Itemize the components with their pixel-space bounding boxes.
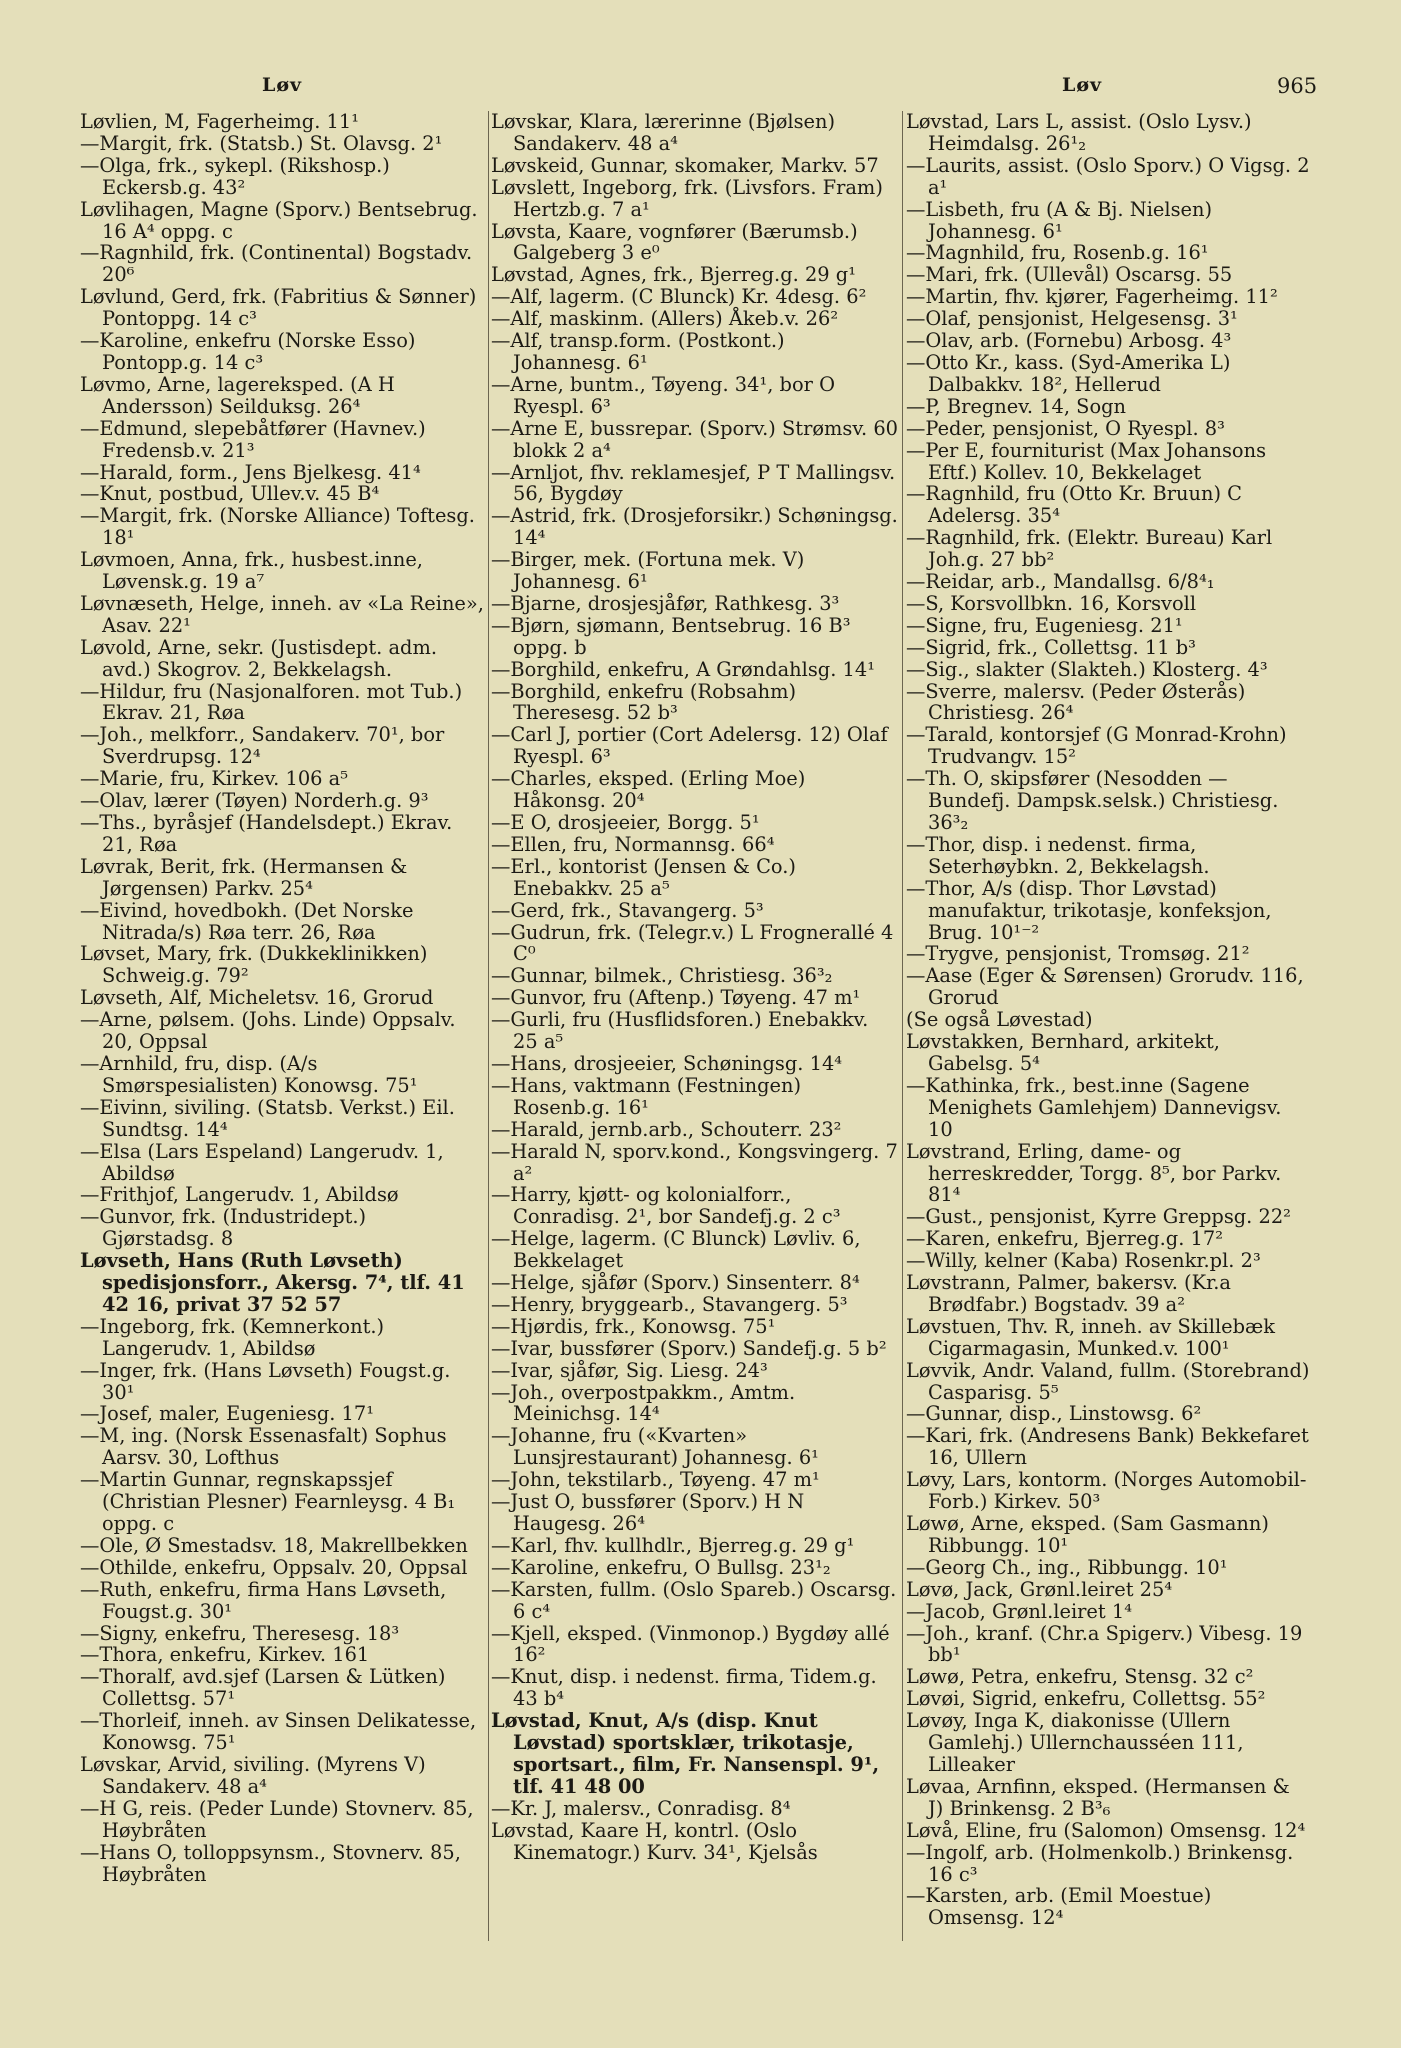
directory-entry: Løvset, Mary, frk. (Dukkeklinikken) Schweig.g. 79² <box>80 942 428 988</box>
directory-entry: —Hans O, tolloppsynsm., Stovnerv. 85, Høybråten <box>80 1840 461 1886</box>
directory-entry: —Ingeborg, frk. (Kemnerkont.) Langerudv. 1, Abildsø <box>80 1314 385 1360</box>
directory-entry: —Arnljot, fhv. reklamesjef, P T Mallingsv. 56, Bygdøy <box>491 460 896 506</box>
directory-entry: Løvlihagen, Magne (Sporv.) Bentsebrug. 16 A⁴ oppg. c <box>80 197 478 243</box>
directory-entry: —Olaf, pensjonist, Helgesensg. 3¹ <box>906 307 1238 331</box>
directory-entry: —Thor, A/s (disp. Thor Løvstad) manufaktur, trikotasje, konfeksjon, Brug. 10¹⁻² <box>906 876 1272 944</box>
directory-entry: —Helge, lagerm. (C Blunck) Løvliv. 6, Bekkelaget <box>491 1227 861 1273</box>
directory-entry: Løvsta, Kaare, vognfører (Bærumsb.) Galgeberg 3 e⁰ <box>491 219 858 265</box>
directory-entry: —Per E, fourniturist (Max Johansons Eftf.) Kollev. 10, Bekkelaget <box>906 438 1267 484</box>
directory-entry: Løvlund, Gerd, frk. (Fabritius & Sønner) Pontoppg. 14 c³ <box>80 285 477 331</box>
directory-entry: —Kathinka, frk., best.inne (Sagene Menighets Gamlehjem) Dannevigsv. 10 <box>906 1073 1282 1141</box>
column-1 <box>80 111 484 1885</box>
directory-entry: —Margit, frk. (Statsb.) St. Olavsg. 2¹ <box>80 131 443 155</box>
directory-entry: —Arne E, bussrepar. (Sporv.) Strømsv. 60 blokk 2 a⁴ <box>491 416 899 462</box>
directory-entry: —Karoline, enkefru (Norske Esso) Pontopp.g. 14 c³ <box>80 329 416 374</box>
directory-entry: —Sigrid, frk., Collettsg. 11 b³ <box>906 635 1196 659</box>
directory-entry: —Knut, disp. i nedenst. firma, Tidem.g. 43 b⁴ <box>491 1665 877 1711</box>
directory-entry: —Lisbeth, fru (A & Bj. Nielsen) Johannesg. 6¹ <box>906 197 1213 243</box>
directory-entry: Løvskeid, Gunnar, skomaker, Markv. 57 <box>491 153 879 177</box>
directory-entry: —Harry, kjøtt- og kolonialforr., Conradisg. 2¹, bor Sandefj.g. 2 c³ <box>491 1183 841 1229</box>
directory-entry: —Helge, sjåfør (Sporv.) Sinsenterr. 8⁴ <box>491 1271 860 1295</box>
column-2 <box>491 111 899 1864</box>
directory-entry: —John, tekstilarb., Tøyeng. 47 m¹ <box>491 1468 820 1492</box>
directory-entry: —Hans, vaktmann (Festningen) Rosenb.g. 16¹ <box>491 1073 802 1119</box>
directory-entry: —Gunnar, bilmek., Christiesg. 36³₂ <box>491 964 833 988</box>
directory-entry: —Signe, fru, Eugeniesg. 21¹ <box>906 613 1183 637</box>
directory-entry: —Martin Gunnar, regnskapssjef (Christian Plesner) Fearnleysg. 4 B₁ oppg. c <box>80 1468 456 1535</box>
directory-entry: Løvslett, Ingeborg, frk. (Livsfors. Fram) Hertzb.g. 7 a¹ <box>491 175 883 221</box>
directory-entry: —Harald, jernb.arb., Schouterr. 23² <box>491 1117 842 1141</box>
directory-entry: —Carl J, portier (Cort Adelersg. 12) Olaf Ryespl. 6³ <box>491 723 888 769</box>
directory-entry: —Peder, pensjonist, O Ryespl. 8³ <box>906 416 1225 440</box>
directory-entry: Løvstad, Knut, A/s (disp. Knut Løvstad) sportsklær, trikotasje, sportsart., film, Fr. Nansenspl. 9¹, tlf. 41 48 00 <box>491 1709 880 1798</box>
column-3 <box>906 111 1311 1929</box>
directory-entry: —Kari, frk. (Andresens Bank) Bekkefaret 16, Ullern <box>906 1424 1309 1470</box>
directory-entry: —Signy, enkefru, Theresesg. 18³ <box>80 1621 400 1645</box>
directory-entry: —Thorleif, inneh. av Sinsen Delikatesse, Konowsg. 75¹ <box>80 1709 477 1755</box>
directory-entry: Løvøi, Sigrid, enkefru, Collettsg. 55² <box>906 1687 1266 1711</box>
directory-entry: —Karoline, enkefru, O Bullsg. 23¹₂ <box>491 1555 831 1579</box>
directory-entry: —Alf, transp.form. (Postkont.) Johannesg. 6¹ <box>491 329 785 374</box>
directory-entry: —Harald N, sporv.kond., Kongsvingerg. 7 a² <box>491 1139 898 1185</box>
directory-entry: —Joh., melkforr., Sandakerv. 70¹, bor Sverdrupsg. 12⁴ <box>80 723 445 769</box>
directory-entry: —Martin, fhv. kjører, Fagerheimg. 11² <box>906 285 1278 309</box>
running-head-left: Løv <box>262 74 303 96</box>
directory-entry: —Othilde, enkefru, Oppsalv. 20, Oppsal <box>80 1555 468 1579</box>
directory-entry: Løvskar, Klara, lærerinne (Bjølsen) Sandakerv. 48 a⁴ <box>491 110 836 155</box>
directory-entry: Løwø, Petra, enkefru, Stensg. 32 c² <box>906 1665 1254 1689</box>
page-number: 965 <box>1277 74 1318 98</box>
directory-entry: Løvstrann, Palmer, bakersv. (Kr.a Brødfabr.) Bogstadv. 39 a² <box>906 1271 1231 1316</box>
directory-entry: —H G, reis. (Peder Lunde) Stovnerv. 85, Høybråten <box>80 1796 474 1842</box>
directory-entry: —Ingolf, arb. (Holmenkolb.) Brinkensg. 16 c³ <box>906 1840 1294 1886</box>
directory-entry: —Otto Kr., kass. (Syd-Amerika L) Dalbakkv. 18², Hellerud <box>906 350 1231 396</box>
directory-entry: Løvstad, Lars L, assist. (Oslo Lysv.) Heimdalsg. 26¹₂ <box>906 110 1252 155</box>
directory-entry: —Joh., kranf. (Chr.a Spigerv.) Vibesg. 19 bb¹ <box>906 1621 1303 1667</box>
directory-entry: —Karen, enkefru, Bjerreg.g. 17² <box>906 1227 1223 1251</box>
directory-entry: Løvøy, Inga K, diakonisse (Ullern Gamlehj.) Ullernchausséen 111, Lilleaker <box>906 1709 1244 1776</box>
column-divider <box>488 111 489 1941</box>
directory-entry: —Olga, frk., sykepl. (Rikshosp.) Eckersb.g. 43² <box>80 153 390 199</box>
directory-entry: —Magnhild, fru, Rosenb.g. 16¹ <box>906 241 1209 265</box>
directory-entry: —Ruth, enkefru, firma Hans Løvseth, Fougst.g. 30¹ <box>80 1577 447 1623</box>
directory-entry: —Thoralf, avd.sjef (Larsen & Lütken) Collettsg. 57¹ <box>80 1665 446 1711</box>
directory-entry: Løwø, Arne, eksped. (Sam Gasmann) Ribbungg. 10¹ <box>906 1512 1269 1557</box>
directory-entry: —Willy, kelner (Kaba) Rosenkr.pl. 2³ <box>906 1249 1261 1273</box>
directory-entry: —Joh., overpostpakkm., Amtm. Meinichsg. 14⁴ <box>491 1380 796 1426</box>
directory-entry: —Ragnhild, frk. (Elektr. Bureau) Karl Joh.g. 27 bb² <box>906 526 1273 572</box>
directory-entry: —Karl, fhv. kullhdlr., Bjerreg.g. 29 g¹ <box>491 1533 855 1557</box>
directory-entry: —Aase (Eger & Sørensen) Grorudv. 116, Grorud <box>906 964 1304 1010</box>
directory-entry: —Gust., pensjonist, Kyrre Greppsg. 22² <box>906 1205 1291 1229</box>
directory-entry: —Kr. J, malersv., Conradisg. 8⁴ <box>491 1796 791 1820</box>
directory-entry: —Ellen, fru, Normannsg. 66⁴ <box>491 832 775 856</box>
directory-entry: —Thora, enkefru, Kirkev. 161 <box>80 1643 370 1667</box>
running-head-right: Løv <box>1062 74 1103 96</box>
directory-entry: Løvstrand, Erling, dame- og herreskredder, Torgg. 8⁵, bor Parkv. 81⁴ <box>906 1139 1282 1207</box>
directory-entry: —Bjarne, drosjesjåfør, Rathkesg. 3³ <box>491 591 840 615</box>
directory-entry: —Gunvor, frk. (Industridept.) Gjørstadsg. 8 <box>80 1205 367 1251</box>
directory-entry: Løvseth, Alf, Micheletsv. 16, Grorud <box>80 986 434 1010</box>
directory-entry: —Arnhild, fru, disp. (A/s Smørspesialisten) Konowsg. 75¹ <box>80 1051 418 1097</box>
directory-entry: —Olav, lærer (Tøyen) Norderh.g. 9³ <box>80 789 429 813</box>
directory-entry: —Reidar, arb., Mandallsg. 6/8⁴₁ <box>906 570 1215 594</box>
directory-entry: —Erl., kontorist (Jensen & Co.) Enebakkv. 25 a⁵ <box>491 854 796 900</box>
directory-entry: —Trygve, pensjonist, Tromsøg. 21² <box>906 942 1250 966</box>
directory-entry: —Eivinn, siviling. (Statsb. Verkst.) Eil. Sundtsg. 14⁴ <box>80 1095 455 1141</box>
directory-entry: —Alf, maskinm. (Allers) Åkeb.v. 26² <box>491 307 839 331</box>
directory-entry: Løvstad, Kaare H, kontrl. (Oslo Kinematogr.) Kurv. 34¹, Kjelsås <box>491 1818 818 1864</box>
directory-entry: —Tarald, kontorsjef (G Monrad-Krohn) Trudvangv. 15² <box>906 723 1287 769</box>
directory-entry: —Ragnhild, fru (Otto Kr. Bruun) C Adelersg. 35⁴ <box>906 482 1243 528</box>
directory-entry: —Olav, arb. (Fornebu) Arbosg. 4³ <box>906 329 1232 353</box>
directory-entry: —Bjørn, sjømann, Bentsebrug. 16 B³ oppg. b <box>491 613 851 659</box>
directory-entry: Løvskar, Arvid, siviling. (Myrens V) Sandakerv. 48 a⁴ <box>80 1752 426 1798</box>
directory-entry: —Thor, disp. i nedenst. firma, Seterhøybkn. 2, Bekkelagsh. <box>906 832 1210 878</box>
directory-entry: —Hjørdis, frk., Konowsg. 75¹ <box>491 1314 776 1338</box>
directory-entry: —Jacob, Grønl.leiret 1⁴ <box>906 1599 1132 1623</box>
directory-entry: —Gudrun, frk. (Telegr.v.) L Frognerallé 4 C⁰ <box>491 920 894 966</box>
directory-entry: —Elsa (Lars Espeland) Langerudv. 1, Abildsø <box>80 1139 444 1185</box>
directory-entry: Løvseth, Hans (Ruth Løvseth) spedisjonsforr., Akersg. 7⁴, tlf. 41 42 16, privat 37 52 57 <box>80 1249 465 1316</box>
directory-entry: —Hans, drosjeeier, Schøningsg. 14⁴ <box>491 1051 843 1075</box>
directory-entry: Løvø, Jack, Grønl.leiret 25⁴ <box>906 1577 1173 1601</box>
directory-entry: —Margit, frk. (Norske Alliance) Toftesg. 18¹ <box>80 504 475 550</box>
directory-entry: —Knut, postbud, Ullev.v. 45 B⁴ <box>80 482 380 506</box>
directory-entry: —S, Korsvollbkn. 16, Korsvoll <box>906 591 1197 615</box>
directory-entry: —Ivar, sjåfør, Sig. Liesg. 24³ <box>491 1358 768 1382</box>
directory-entry: —Th. O, skipsfører (Nesodden — Bundefj. Dampsk.selsk.) Christiesg. 36³₂ <box>906 767 1279 834</box>
directory-entry: —Alf, lagerm. (C Blunck) Kr. 4desg. 6² <box>491 285 867 309</box>
directory-entry: —Karsten, fullm. (Oslo Spareb.) Oscarsg. 6 c⁴ <box>491 1577 897 1623</box>
directory-entry: —Gunnar, disp., Linstowsg. 6² <box>906 1402 1202 1426</box>
directory-entry: —Edmund, slepebåtfører (Havnev.) Fredensb.v. 21³ <box>80 416 426 462</box>
directory-entry: —Hildur, fru (Nasjonalforen. mot Tub.) Ekrav. 21, Røa <box>80 679 463 725</box>
directory-entry: Løvå, Eline, fru (Salomon) Omsensg. 12⁴ <box>906 1818 1306 1842</box>
directory-entry: —Gerd, frk., Stavangerg. 5³ <box>491 898 764 922</box>
directory-entry: —Eivind, hovedbokh. (Det Norske Nitrada/s) Røa terr. 26, Røa <box>80 898 414 944</box>
directory-entry: —Birger, mek. (Fortuna mek. V) Johannesg. 6¹ <box>491 548 805 594</box>
directory-entry: —Ths., byråsjef (Handelsdept.) Ekrav. 21, Røa <box>80 811 453 856</box>
directory-entry: —Inger, frk. (Hans Løvseth) Fougst.g. 30¹ <box>80 1358 451 1404</box>
directory-entry: —Ragnhild, frk. (Continental) Bogstadv. 20⁶ <box>80 241 473 287</box>
directory-entry: Løvlien, M, Fagerheimg. 11¹ <box>80 110 359 133</box>
directory-entry: —Astrid, frk. (Drosjeforsikr.) Schøningsg. 14⁴ <box>491 504 898 550</box>
directory-entry: —Mari, frk. (Ullevål) Oscarsg. 55 <box>906 263 1233 287</box>
directory-entry: —E O, drosjeeier, Borgg. 5¹ <box>491 811 760 834</box>
directory-entry: —Henry, bryggearb., Stavangerg. 5³ <box>491 1292 848 1316</box>
directory-entry: —M, ing. (Norsk Essenasfalt) Sophus Aarsv. 30, Lofthus <box>80 1424 447 1470</box>
directory-entry: Løvstakken, Bernhard, arkitekt, Gabelsg. 5⁴ <box>906 1030 1220 1075</box>
directory-entry: —Karsten, arb. (Emil Moestue) Omsensg. 12⁴ <box>906 1884 1212 1930</box>
directory-entry: Løvnæseth, Helge, inneh. av «La Reine», Asav. 22¹ <box>80 591 484 637</box>
directory-entry: —Gunvor, fru (Aftenp.) Tøyeng. 47 m¹ <box>491 986 861 1010</box>
directory-entry: —Ivar, bussfører (Sporv.) Sandefj.g. 5 b² <box>491 1336 887 1360</box>
directory-entry: —Charles, eksped. (Erling Moe) Håkonsg. 20⁴ <box>491 767 806 813</box>
directory-entry: —Johanne, fru («Kvarten» Lunsjrestaurant) Johannesg. 6¹ <box>491 1424 819 1470</box>
directory-entry: —Marie, fru, Kirkev. 106 a⁵ <box>80 767 349 791</box>
directory-entry: —Josef, maler, Eugeniesg. 17¹ <box>80 1402 375 1426</box>
directory-entry: (Se også Løvestad) <box>906 1008 1093 1032</box>
directory-entry: Løvstad, Agnes, frk., Bjerreg.g. 29 g¹ <box>491 263 856 287</box>
directory-entry: —Sverre, malersv. (Peder Østerås) Christiesg. 26⁴ <box>906 679 1246 725</box>
column-divider <box>902 111 903 1941</box>
directory-entry: —Borghild, enkefru, A Grøndahlsg. 14¹ <box>491 657 875 681</box>
directory-entry: —Harald, form., Jens Bjelkesg. 41⁴ <box>80 460 421 484</box>
directory-entry: Løvaa, Arnfinn, eksped. (Hermansen & J) Brinkensg. 2 B³₆ <box>906 1774 1290 1820</box>
directory-entry: Løvmoen, Anna, frk., husbest.inne, Løvensk.g. 19 a⁷ <box>80 548 423 594</box>
directory-entry: Løvmo, Arne, lagereksped. (A H Andersson) Seilduksg. 26⁴ <box>80 372 395 418</box>
directory-entry: Løvrak, Berit, frk. (Hermansen & Jørgensen) Parkv. 25⁴ <box>80 854 408 900</box>
directory-entry: Løvstuen, Thv. R, inneh. av Skillebæk Cigarmagasin, Munked.v. 100¹ <box>906 1314 1276 1360</box>
directory-entry: —Borghild, enkefru (Robsahm) Theresesg. 52 b³ <box>491 679 797 725</box>
directory-entry: Løvy, Lars, kontorm. (Norges Automobil-Forb.) Kirkev. 50³ <box>906 1468 1307 1514</box>
directory-entry: —Georg Ch., ing., Ribbungg. 10¹ <box>906 1555 1228 1579</box>
directory-entry: Løvvik, Andr. Valand, fullm. (Storebrand) Casparisg. 5⁵ <box>906 1358 1310 1404</box>
directory-entry: —Kjell, eksped. (Vinmonop.) Bygdøy allé 16² <box>491 1621 890 1667</box>
directory-entry: —Laurits, assist. (Oslo Sporv.) O Vigsg. 2 a¹ <box>906 153 1310 199</box>
directory-entry: —Frithjof, Langerudv. 1, Abildsø <box>80 1183 399 1207</box>
directory-entry: —Gurli, fru (Husflidsforen.) Enebakkv. 25 a⁵ <box>491 1008 869 1054</box>
directory-entry: —Ole, Ø Smestadsv. 18, Makrellbekken <box>80 1533 468 1557</box>
directory-entry: —P, Bregnev. 14, Sogn <box>906 394 1127 418</box>
directory-entry: —Arne, pølsem. (Johs. Linde) Oppsalv. 20, Oppsal <box>80 1008 456 1054</box>
directory-entry: —Arne, buntm., Tøyeng. 34¹, bor O Ryespl. 6³ <box>491 372 835 418</box>
directory-entry: —Sig., slakter (Slakteh.) Klosterg. 4³ <box>906 657 1268 681</box>
directory-entry: —Just O, bussfører (Sporv.) H N Haugesg. 26⁴ <box>491 1490 805 1535</box>
directory-entry: Løvold, Arne, sekr. (Justisdept. adm. avd.) Skogrov. 2, Bekkelagsh. <box>80 635 437 681</box>
